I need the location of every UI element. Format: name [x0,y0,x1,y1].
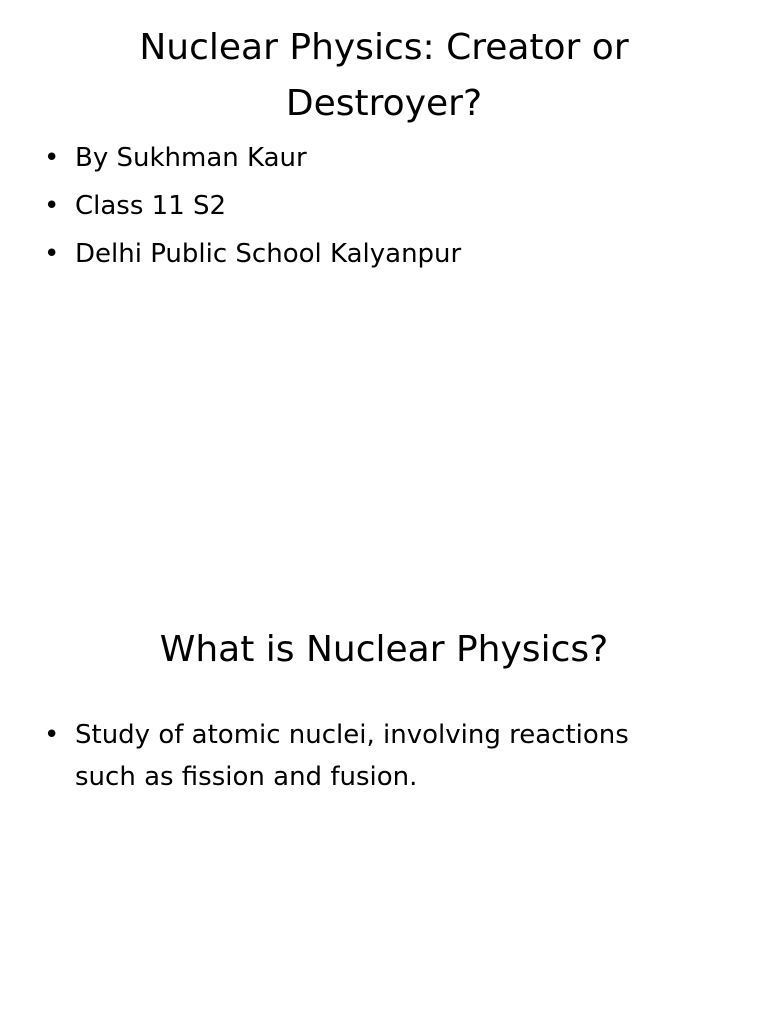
list-item [40,186,690,227]
bullet-icon: • [44,143,60,173]
bullet-icon: • [44,191,60,221]
bullet-text: Study of atomic nuclei, involving reactions such as fission and fusion. [75,720,629,792]
list-item [40,138,690,179]
bullet-text: By Sukhman Kaur [75,143,307,173]
bullet-icon: • [44,239,60,269]
bullet-text: Delhi Public School Kalyanpur [75,239,462,269]
slide-title: Nuclear Physics: Creator or Destroyer? [139,27,629,124]
bullet-icon: • [44,720,60,750]
bullet-list [40,714,690,805]
bullet-text: Class 11 S2 [75,191,227,221]
bullet-list [40,138,690,282]
slide-title: What is Nuclear Physics? [159,629,609,670]
slide-2 [0,512,768,1024]
list-item [40,234,690,275]
list-item [40,714,690,798]
